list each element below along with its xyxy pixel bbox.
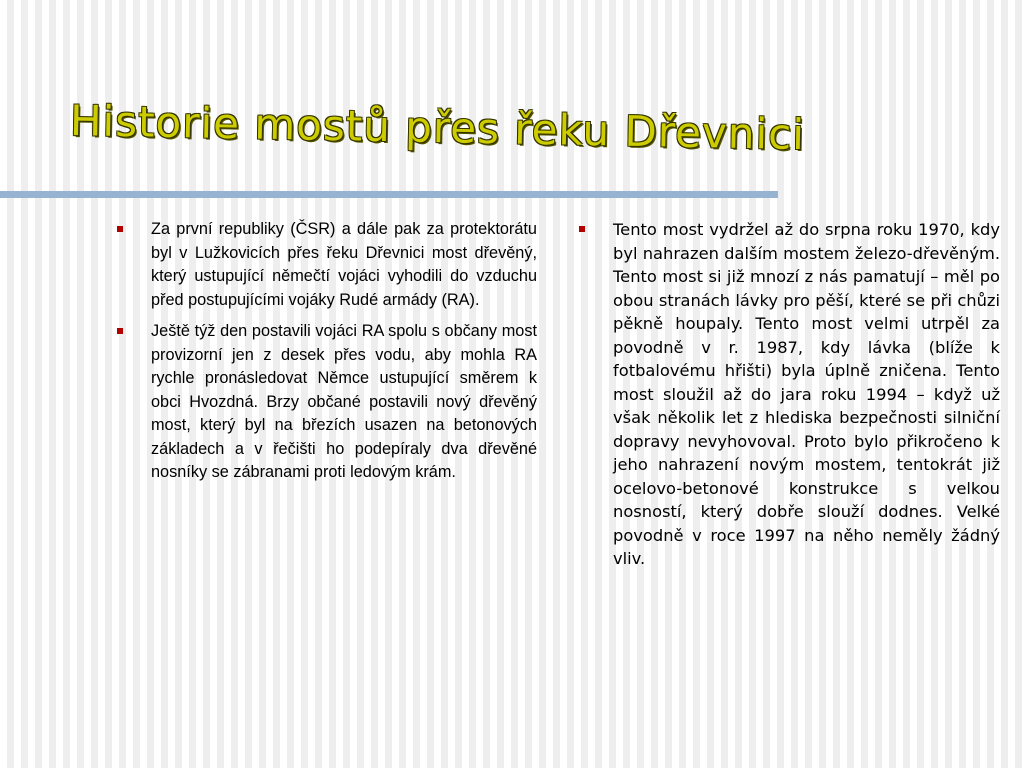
list-item [115, 320, 537, 485]
slide-title: Historie mostů přes řeku Dřevnici [69, 96, 806, 160]
title-divider [0, 191, 778, 198]
bullet-square-icon [117, 328, 123, 334]
bullet-square-icon [117, 226, 123, 232]
right-text-column [577, 218, 1000, 579]
bullet-square-icon [579, 226, 585, 232]
list-item [577, 218, 1000, 571]
list-item-text: Za první republiky (ČSR) a dále pak za protektorátu byl v Lužkovicích přes řeku Dřevnici most dřevěný, který ustupující němečtí vojáci vyhodili do vzduchu před postupujícími vojáky Rudé armády (RA). [151, 220, 537, 309]
list-item-text: Tento most vydržel až do srpna roku 1970, kdy byl nahrazen dalším mostem železo-dřevěným. Tento most si již mnozí z nás pamatují – měl po obou stranách lávky pro pěší, které se při chůzi pěkně houpaly. Tento most velmi utrpěl za povodně v r. 1987, kdy lávka (blíže k fotbalovému hřišti) byla úplně zničena. Tento most sloužil až do jara roku 1994 – když už však několik let z hlediska bezpečnosti silniční dopravy nevyhovoval. Proto bylo přikročeno k jeho nahrazení novým mostem, tentokrát již ocelovo-betonové konstrukce s velkou nosností, který dobře slouží dodnes. Velké povodně v roce 1997 na něho neměly žádný vliv. [613, 220, 1000, 568]
left-text-column [115, 218, 537, 493]
list-item-text: Ještě týž den postavili vojáci RA spolu s občany most provizorní jen z desek přes vodu, aby mohla RA rychle pronásledovat Němce ustupující směrem k obci Hvozdná. Brzy občané postavili nový dřevěný most, který byl na březích usazen na betonových základech a v řečišti ho podepíraly dva dřevěné nosníky se zábranami proti ledovým krám. [151, 322, 537, 481]
list-item [115, 218, 537, 312]
